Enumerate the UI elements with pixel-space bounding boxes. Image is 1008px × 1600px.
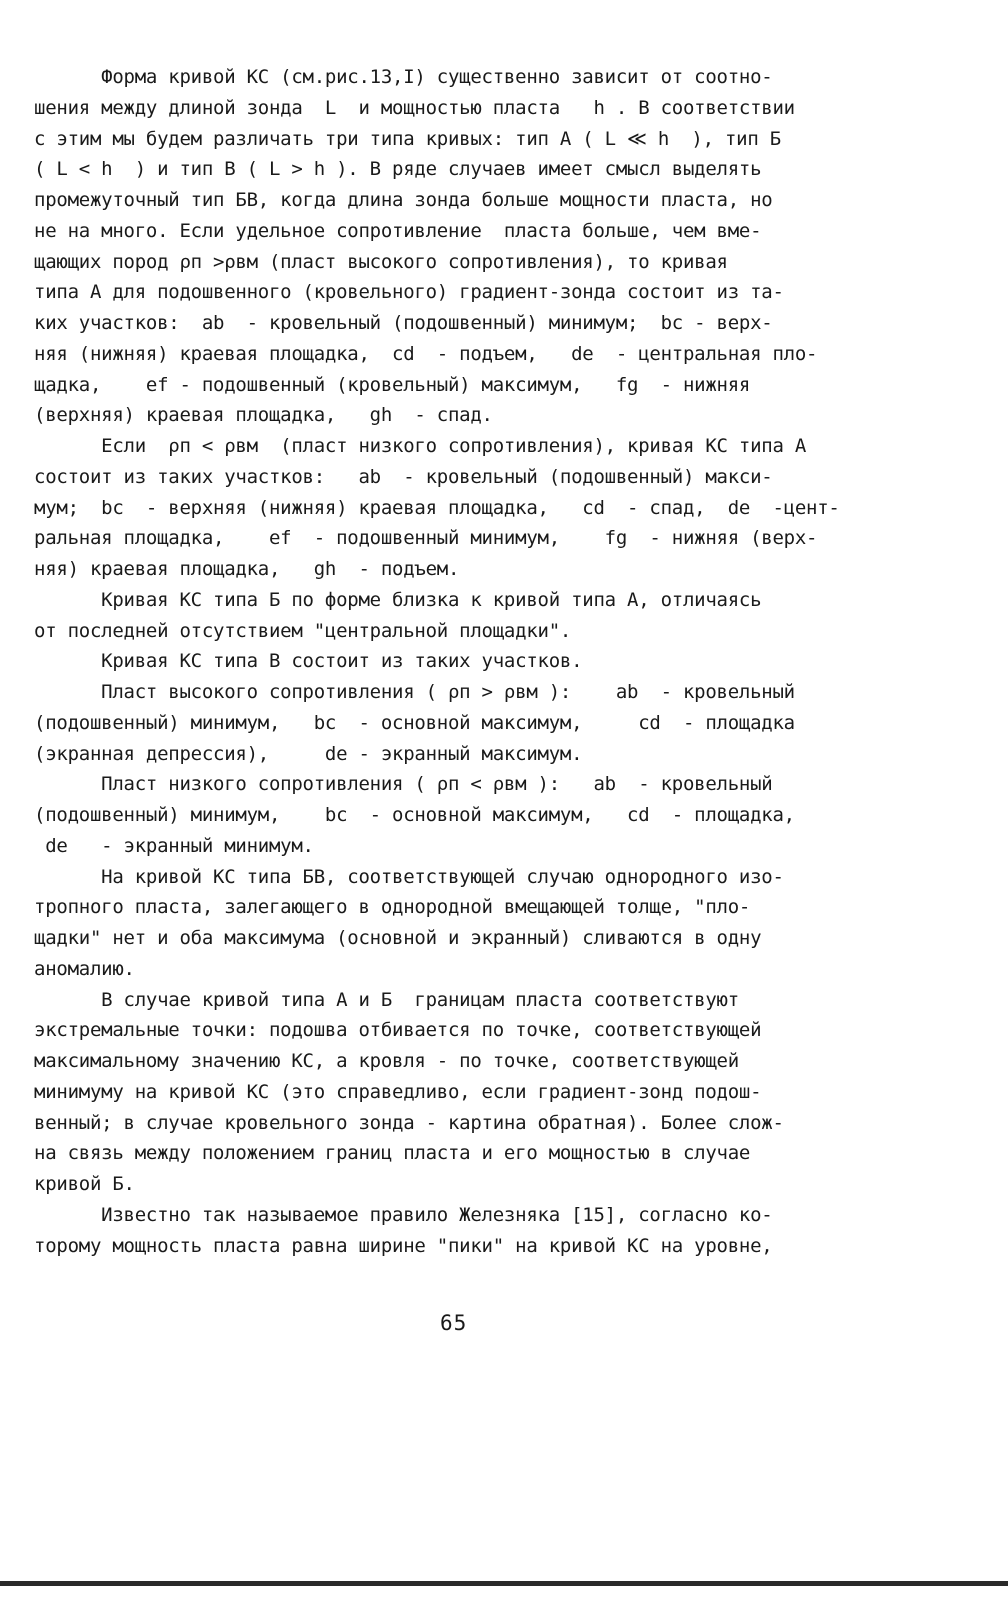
- text-line: мум; bc - верхняя (нижняя) краевая площадка, cd - спад, de -цент-: [34, 496, 840, 519]
- text-line: максимальному значению КС, а кровля - по точке, соответствующей: [34, 1050, 739, 1072]
- text-line: няя) краевая площадка, gh - подъем.: [34, 558, 460, 580]
- page-number: 65: [440, 1311, 468, 1335]
- text-line: de - экранный минимум.: [34, 834, 314, 857]
- text-line: Кривая КС типа Б по форме близка к кривой типа А, отличаясь: [34, 588, 762, 611]
- text-line: типа А для подошвенного (кровельного) градиент-зонда состоит из та-: [34, 281, 784, 304]
- text-line: экстремальные точки: подошва отбивается по точке, соответствующей: [34, 1019, 762, 1042]
- text-line: щадки" нет и оба максимума (основной и экранный) сливаются в одну: [34, 927, 762, 949]
- text-line: (подошвенный) минимум, bc - основной максимум, cd - площадка: [34, 711, 795, 734]
- text-line: с этим мы будем различать три типа кривых: тип А ( L ≪ h ), тип Б: [34, 127, 781, 150]
- text-line: Пласт низкого сопротивления ( ρп < ρвм ): ab - кровельный: [34, 773, 773, 796]
- page-body: [34, 62, 934, 1261]
- text-line: шения между длиной зонда L и мощностью пласта h . В соответствии: [34, 96, 795, 119]
- text-line: (экранная депрессия), de - экранный максимум.: [34, 742, 583, 765]
- text-line: щающих пород ρп >ρвм (пласт высокого сопротивления), то кривая: [34, 250, 728, 273]
- text-line: Известно так называемое правило Железняка [15], согласно ко-: [34, 1203, 773, 1226]
- text-line: минимуму на кривой КС (это справедливо, если градиент-зонд подош-: [34, 1080, 762, 1103]
- text-line: (подошвенный) минимум, bc - основной максимум, cd - площадка,: [34, 804, 795, 826]
- text-line: ких участков: ab - кровельный (подошвенный) минимум; bc - верх-: [34, 312, 773, 334]
- text-line: тропного пласта, залегающего в однородной вмещающей толще, "пло-: [34, 896, 751, 919]
- text-line: Пласт высокого сопротивления ( ρп > ρвм ): ab - кровельный: [34, 681, 795, 703]
- text-line: венный; в случае кровельного зонда - картина обратная). Более слож-: [34, 1111, 784, 1134]
- text-line: На кривой КС типа БВ, соответствующей случаю однородного изо-: [34, 865, 784, 888]
- text-line: няя (нижняя) краевая площадка, cd - подъем, de - центральная пло-: [34, 342, 818, 365]
- text-line: (верхняя) краевая площадка, gh - спад.: [34, 404, 493, 427]
- text-line: Если ρп < ρвм (пласт низкого сопротивления), кривая КС типа А: [34, 435, 807, 457]
- scan-edge-divider: [0, 1581, 1008, 1586]
- text-line: торому мощность пласта равна ширине "пики" на кривой КС на уровне,: [34, 1234, 773, 1257]
- text-line: аномалию.: [34, 957, 135, 980]
- text-line: не на много. Если удельное сопротивление пласта больше, чем вме-: [34, 219, 762, 242]
- text-line: кривой Б.: [34, 1173, 135, 1195]
- text-line: В случае кривой типа А и Б границам пласта соответствуют: [34, 988, 739, 1011]
- text-line: на связь между положением границ пласта и его мощностью в случае: [34, 1142, 751, 1165]
- text-line: щадка, ef - подошвенный (кровельный) максимум, fg - нижняя: [34, 373, 751, 396]
- text-line: состоит из таких участков: ab - кровельный (подошвенный) макси-: [34, 465, 773, 488]
- text-line: ральная площадка, ef - подошвенный минимум, fg - нижняя (верх-: [34, 527, 818, 550]
- text-line: Форма кривой КС (см.рис.13,I) существенно зависит от соотно-: [34, 66, 773, 88]
- text-line: Кривая КС типа В состоит из таких участков.: [34, 650, 583, 673]
- text-line: промежуточный тип БВ, когда длина зонда больше мощности пласта, но: [34, 189, 773, 211]
- text-line: от последней отсутствием "центральной площадки".: [34, 619, 572, 642]
- text-line: ( L < h ) и тип В ( L > h ). В ряде случаев имеет смысл выделять: [34, 158, 762, 181]
